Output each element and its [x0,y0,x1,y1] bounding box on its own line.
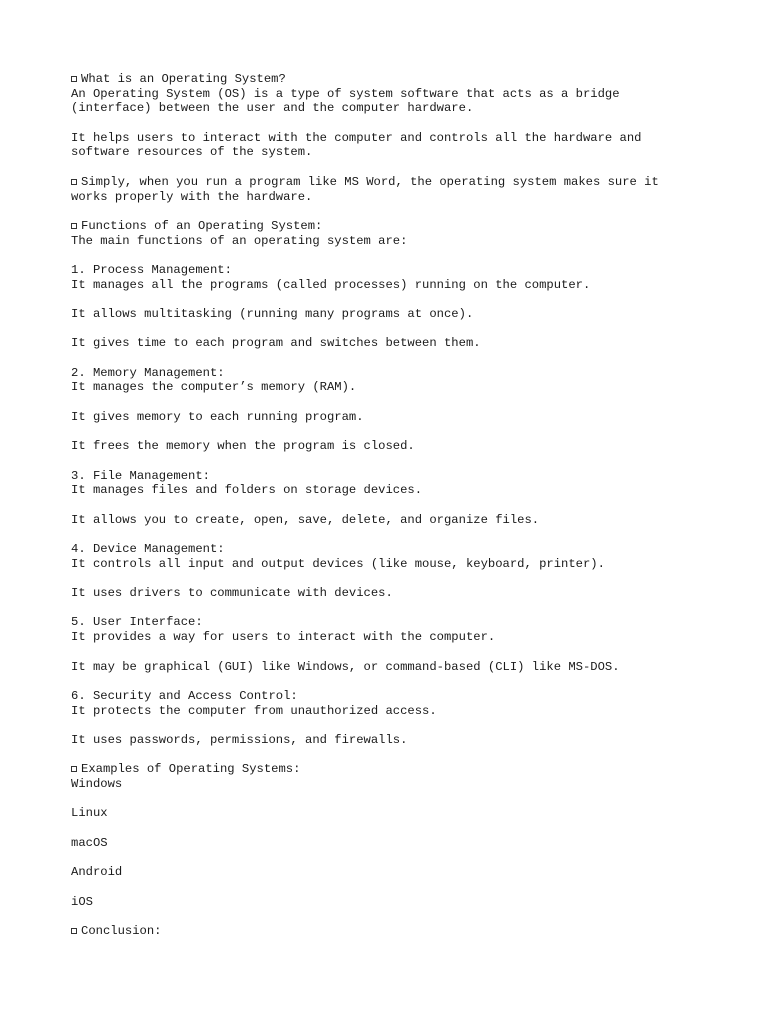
function-point: It protects the computer from unauthorized access. [71,703,437,718]
function-point: It controls all input and output devices (like mouse, keyboard, printer). [71,556,605,571]
function-point: It uses drivers to communicate with devices. [71,586,393,601]
function-point: It gives time to each program and switches between them. [71,336,481,351]
bullet-paragraph-simply: Simply, when you run a program like MS Word, the operating system makes sure it [71,175,751,190]
paragraph-line: It helps users to interact with the computer and controls all the hardware and [71,130,642,145]
spacer [71,116,751,131]
function-point: It manages the computer’s memory (RAM). [71,380,357,395]
function-point: It manages all the programs (called processes) running on the computer. [71,277,591,292]
box-bullet-icon [71,223,77,229]
function-title: 5. User Interface: [71,615,203,630]
spacer [71,792,751,807]
spacer [71,821,751,836]
function-point: It allows multitasking (running many programs at once). [71,307,474,321]
section-heading-what-is-os: What is an Operating System? [71,72,751,87]
spacer [71,571,751,586]
function-point: It provides a way for users to interact with the computer. [71,630,496,645]
spacer [71,674,751,689]
paragraph-line: An Operating System (OS) is a type of system software that acts as a bridge [71,86,620,101]
box-bullet-icon [71,179,77,185]
example-item: Android [71,865,123,880]
functions-intro: The main functions of an operating system are: [71,233,408,248]
box-bullet-icon [71,928,77,934]
spacer [71,645,751,660]
function-point: It allows you to create, open, save, delete, and organize files. [71,512,540,527]
box-bullet-icon [71,76,77,82]
paragraph-line: (interface) between the user and the computer hardware. [71,101,474,116]
spacer [71,395,751,410]
example-item: Windows [71,777,123,791]
spacer [71,880,751,895]
paragraph-line: works properly with the hardware. [71,189,313,204]
spacer [71,351,751,366]
document-body [71,72,751,939]
box-bullet-icon [71,766,77,772]
function-title: 2. Memory Management: [71,365,225,380]
section-heading-examples: Examples of Operating Systems: [71,762,751,777]
function-point: It manages files and folders on storage devices. [71,483,423,498]
example-item: macOS [71,835,108,850]
spacer [71,850,751,865]
spacer [71,527,751,542]
spacer [71,601,751,616]
function-point: It gives memory to each running program. [71,409,364,424]
example-item: iOS [71,894,93,909]
spacer [71,160,751,175]
function-title: 6. Security and Access Control: [71,688,298,703]
spacer [71,498,751,513]
function-point: It may be graphical (GUI) like Windows, or command-based (CLI) like MS-DOS. [71,659,620,674]
function-title: 3. File Management: [71,468,210,483]
example-item: Linux [71,806,108,821]
paragraph-line: software resources of the system. [71,145,313,160]
function-title: 1. Process Management: [71,262,232,277]
spacer [71,909,751,924]
function-title: 4. Device Management: [71,542,225,556]
spacer [71,425,751,440]
spacer [71,248,751,263]
spacer [71,322,751,337]
spacer [71,292,751,307]
section-heading-conclusion: Conclusion: [71,924,751,939]
spacer [71,204,751,219]
spacer [71,454,751,469]
spacer [71,748,751,763]
function-point: It frees the memory when the program is closed. [71,439,415,454]
function-point: It uses passwords, permissions, and firewalls. [71,732,408,747]
section-heading-functions: Functions of an Operating System: [71,219,751,234]
spacer [71,718,751,733]
